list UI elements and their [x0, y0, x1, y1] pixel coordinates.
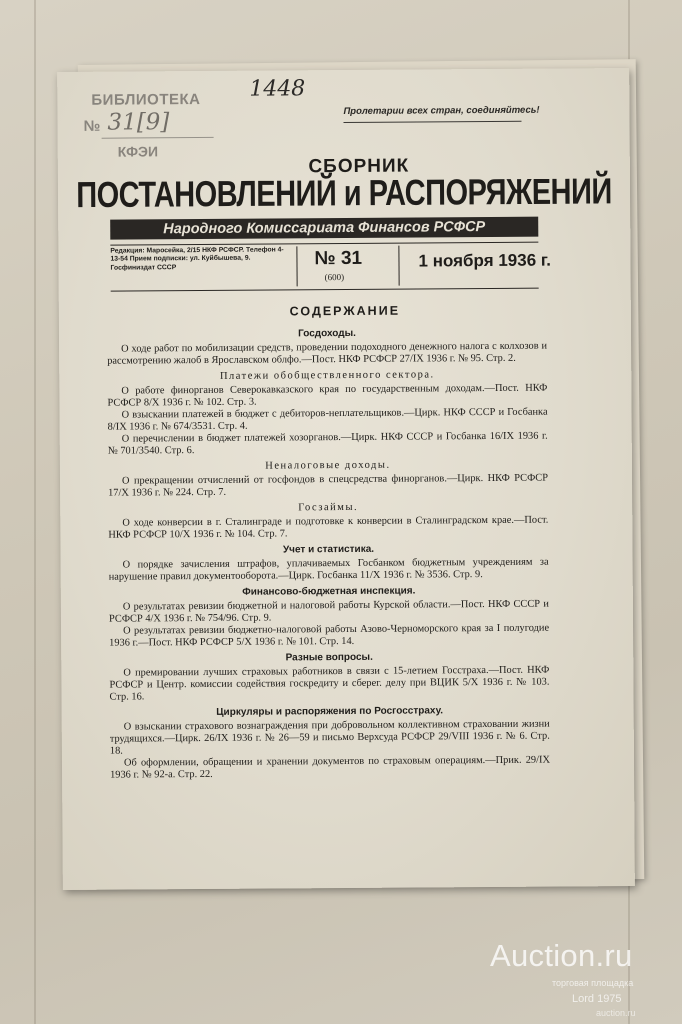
toc-section-heading: Неналоговые доходы.	[265, 459, 391, 472]
toc-section-heading: Финансово-бюджетная инспекция.	[242, 585, 416, 598]
issue-date: 1 ноября 1936 г.	[418, 250, 552, 271]
handwritten-number: 1448	[249, 76, 306, 102]
toc-entry: О результатах ревизии бюджетно-налоговой работы Азово-Черноморского края за I полугодие 1936 г.—Пост. НКФ РСФСР 5/X 1936 г. № 101. Стр. 14.	[109, 622, 550, 649]
toc-entry: О ходе конверсии в г. Сталинграде и подготовке к конверсии в Сталинградском крае.—Пост. НКФ РСФСР 10/X 1936 г. № 104. Стр. 7.	[108, 514, 549, 541]
toc-section-heading: Учет и статистика.	[282, 543, 375, 556]
toc-section-heading: Госзаймы.	[298, 501, 359, 514]
masthead-title: ПОСТАНОВЛЕНИЙ и РАСПОРЯЖЕНИЙ	[76, 172, 612, 216]
toc-section-heading: Платежи обобществленного сектора.	[219, 369, 435, 382]
toc-entry: О результатах ревизии бюджетной и налоговой работы Курской области.—Пост. НКФ СССР и РСФСР 4/X 1936 г. № 754/96. Стр. 9.	[108, 598, 549, 625]
toc-title: СОДЕРЖАНИЕ	[289, 303, 401, 319]
editorial-info: Редакция: Маросейка, 2/15 НКФ РСФСР. Телефон 4-13-54 Прием подписки: ул. Куйбышева, 9. Госфиниздат СССР	[110, 246, 284, 272]
masthead-separator	[398, 246, 399, 286]
toc-entry: О взыскании страхового вознаграждения при добровольном коллективном страховании жизни трудящихся.—Цирк. 26/IX 1936 г. № 26—59 и письмо Верхсуда РСФСР 29/VIII 1936 г. № 6. Стр. 18.	[109, 718, 550, 757]
masthead-rule-top	[110, 242, 538, 246]
slogan-underline	[344, 121, 522, 123]
toc-entry: О взыскании платежей в бюджет с дебиторов-неплательщиков.—Цирк. НКФ СССР и Госбанка 8/IX 1936 г. № 674/3531. Стр. 4.	[107, 406, 548, 433]
watermark-subtitle: торговая площадка	[552, 978, 634, 988]
wall-seam	[34, 0, 36, 1024]
toc-entry: Об оформлении, обращении и хранении документов по страховым операциям.—Прик. 29/IX 1936 г. № 92-а. Стр. 22.	[110, 754, 551, 781]
stamp-institution: КФЭИ	[117, 143, 159, 160]
toc-entry: О перечислении в бюджет платежей хозорганов.—Цирк. НКФ СССР и Госбанка 16/IX 1936 г. № 701/3540. Стр. 6.	[107, 430, 548, 457]
stamp-number-prefix: №	[83, 117, 101, 135]
slogan: Пролетарии всех стран, соединяйтесь!	[343, 104, 540, 118]
stamp-library-label: БИБЛИОТЕКА	[91, 91, 201, 109]
watermark-site: auction.ru	[596, 1008, 636, 1018]
library-stamp	[77, 89, 218, 168]
masthead-rule-bottom	[111, 288, 539, 292]
table-of-contents	[107, 323, 550, 782]
toc-section-heading: Разные вопросы.	[285, 651, 373, 664]
toc-entry: О ходе работ по мобилизации средств, проведении подоходного денежного налога с колхозов и рассмотрению жалоб в Ярославском облфо.—Пост. НКФ РСФСР 27/IX 1936 г. № 95. Стр. 2.	[107, 340, 548, 367]
toc-section-heading: Госдоходы.	[298, 327, 356, 340]
toc-entry: О порядке зачисления штрафов, уплачиваемых Госбанком бюджетным учреждениям за нарушение правил документооборота.—Цирк. Госбанка 11/X 1936 г. № 3536. Стр. 9.	[108, 556, 549, 583]
document-page	[57, 68, 635, 890]
stamp-handwritten-number: 31[9]	[107, 109, 170, 136]
issue-sub-number: (600)	[324, 272, 345, 283]
toc-entry: О прекращении отчислений от госфондов в спецсредства финорганов.—Цирк. НКФ РСФСР 17/X 1936 г. № 224. Стр. 7.	[108, 472, 549, 499]
masthead-subtitle: Народного Комиссариата Финансов РСФСР	[110, 217, 538, 240]
issue-number: № 31	[314, 247, 363, 270]
toc-section-heading: Циркуляры и распоряжения по Росгосстраху.	[216, 705, 444, 718]
watermark-user: Lord 1975	[572, 993, 622, 1005]
masthead-separator	[296, 246, 297, 286]
masthead-title-small: СБОРНИК	[308, 155, 410, 178]
watermark-brand: Auction.ru	[490, 938, 633, 973]
stamp-underline	[102, 137, 214, 139]
toc-entry: О работе финорганов Северокавказского края по государственным доходам.—Пост. НКФ РСФСР 8/X 1936 г. № 102. Стр. 3.	[107, 382, 548, 409]
toc-entry: О премировании лучших страховых работников в связи с 15-летием Госстраха.—Пост. НКФ РСФСР и Центр. комиссии содействия госкредиту и сберег. делу при ВЦИК 5/X 1936 г. № 103. Стр. 16.	[109, 664, 550, 703]
